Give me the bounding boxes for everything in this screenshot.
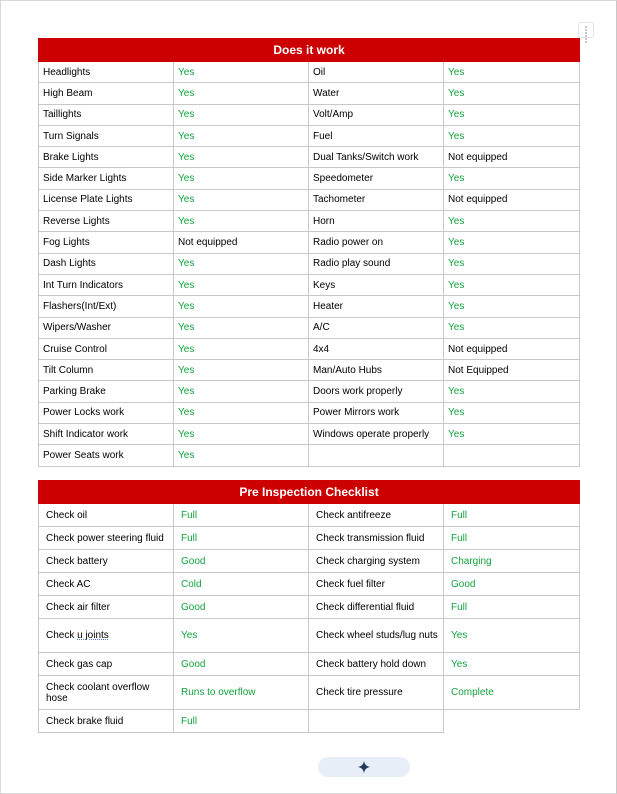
status-cell: Yes (174, 274, 309, 295)
item-label-cell: Check antifreeze (309, 504, 444, 527)
table-row (39, 360, 580, 381)
item-label-cell: Side Marker Lights (39, 168, 174, 189)
status-cell: Yes (174, 168, 309, 189)
pre-inspection-table (38, 480, 580, 733)
table-row (39, 274, 580, 295)
status-cell: Yes (174, 360, 309, 381)
item-label-cell: Headlights (39, 62, 174, 83)
status-cell: Full (174, 527, 309, 550)
status-cell: Yes (174, 445, 309, 466)
status-cell: Yes (174, 296, 309, 317)
status-cell (444, 710, 580, 733)
status-cell: Yes (444, 274, 580, 295)
item-label-cell: Dual Tanks/Switch work (309, 147, 444, 168)
item-label-cell: Radio power on (309, 232, 444, 253)
status-cell: Yes (444, 381, 580, 402)
status-cell: Yes (444, 168, 580, 189)
status-cell: Yes (444, 619, 580, 653)
table-row (39, 104, 580, 125)
table-row (39, 710, 580, 733)
item-label-cell: Check fuel filter (309, 573, 444, 596)
item-label-cell: Tachometer (309, 189, 444, 210)
item-label-cell: Man/Auto Hubs (309, 360, 444, 381)
item-label-cell: Shift Indicator work (39, 424, 174, 445)
status-cell: Good (174, 653, 309, 676)
item-label-cell: Fuel (309, 125, 444, 146)
status-cell: Yes (174, 211, 309, 232)
table-row (39, 619, 580, 653)
status-cell: Yes (444, 253, 580, 274)
item-label-cell: Volt/Amp (309, 104, 444, 125)
item-label-cell: Check tire pressure (309, 676, 444, 710)
table-row (39, 211, 580, 232)
table-row (39, 596, 580, 619)
item-label-cell: Check wheel studs/lug nuts (309, 619, 444, 653)
item-label-cell: Check battery hold down (309, 653, 444, 676)
table-row (39, 189, 580, 210)
item-label-cell: Oil (309, 62, 444, 83)
status-cell: Yes (174, 381, 309, 402)
status-cell: Yes (444, 125, 580, 146)
status-cell: Good (174, 550, 309, 573)
status-cell: Yes (174, 253, 309, 274)
status-cell: Yes (444, 62, 580, 83)
status-cell: Not Equipped (444, 360, 580, 381)
status-cell: Yes (444, 317, 580, 338)
item-label-cell: Heater (309, 296, 444, 317)
does-it-work-table (38, 38, 580, 467)
status-cell: Yes (174, 104, 309, 125)
status-cell: Yes (174, 125, 309, 146)
item-label-cell: Horn (309, 211, 444, 232)
status-cell: Not equipped (444, 147, 580, 168)
item-label-cell: 4x4 (309, 338, 444, 359)
status-cell: Yes (444, 653, 580, 676)
item-label-cell: Check brake fluid (39, 710, 174, 733)
status-cell: Yes (444, 296, 580, 317)
table-row (39, 296, 580, 317)
status-cell: Runs to overflow (174, 676, 309, 710)
item-label-cell: Radio play sound (309, 253, 444, 274)
sparkle-icon (357, 760, 371, 774)
status-cell: Yes (174, 62, 309, 83)
table-row (39, 253, 580, 274)
status-cell (444, 445, 580, 466)
table-row (39, 527, 580, 550)
item-label-cell: Check charging system (309, 550, 444, 573)
item-label-cell: Water (309, 83, 444, 104)
item-label-cell: License Plate Lights (39, 189, 174, 210)
status-cell: Yes (174, 619, 309, 653)
status-cell: Yes (174, 147, 309, 168)
status-cell: Good (444, 573, 580, 596)
item-label-cell: Brake Lights (39, 147, 174, 168)
item-label-cell: Check battery (39, 550, 174, 573)
item-label-cell: Fog Lights (39, 232, 174, 253)
item-label-cell (309, 445, 444, 466)
status-cell: Yes (174, 317, 309, 338)
item-label-cell (309, 710, 444, 733)
status-cell: Full (444, 596, 580, 619)
item-label-cell: Cruise Control (39, 338, 174, 359)
status-cell: Not equipped (444, 338, 580, 359)
drag-handle-icon[interactable] (578, 22, 594, 38)
table-row (39, 424, 580, 445)
item-label-cell: Wipers/Washer (39, 317, 174, 338)
table-row (39, 62, 580, 83)
table-row (39, 83, 580, 104)
status-cell: Cold (174, 573, 309, 596)
item-label-cell: Check transmission fluid (309, 527, 444, 550)
table-row (39, 338, 580, 359)
table-row (39, 381, 580, 402)
item-label-cell: Doors work properly (309, 381, 444, 402)
table-row (39, 232, 580, 253)
item-label-cell: Check u joints (39, 619, 174, 653)
status-cell: Good (174, 596, 309, 619)
table-row (39, 402, 580, 423)
does-it-work-title: Does it work (39, 39, 580, 62)
item-label-cell: Check air filter (39, 596, 174, 619)
table-row (39, 573, 580, 596)
status-cell: Not equipped (444, 189, 580, 210)
status-cell: Full (174, 710, 309, 733)
item-label-cell: Int Turn Indicators (39, 274, 174, 295)
item-label-cell: Check power steering fluid (39, 527, 174, 550)
item-label-cell: Keys (309, 274, 444, 295)
status-cell: Yes (174, 189, 309, 210)
status-cell: Full (444, 504, 580, 527)
status-cell: Yes (174, 83, 309, 104)
table-row (39, 445, 580, 466)
item-label-cell: Power Seats work (39, 445, 174, 466)
status-cell: Yes (444, 402, 580, 423)
item-label-cell: Turn Signals (39, 125, 174, 146)
status-cell: Yes (444, 83, 580, 104)
status-cell: Not equipped (174, 232, 309, 253)
item-label-cell: Dash Lights (39, 253, 174, 274)
table-row (39, 317, 580, 338)
item-label-cell: Flashers(Int/Ext) (39, 296, 174, 317)
table-row (39, 504, 580, 527)
item-label-cell: Reverse Lights (39, 211, 174, 232)
spellcheck-underline: u joints (77, 630, 109, 641)
table-row (39, 168, 580, 189)
status-cell: Complete (444, 676, 580, 710)
table-row (39, 125, 580, 146)
status-cell: Charging (444, 550, 580, 573)
item-label-cell: Parking Brake (39, 381, 174, 402)
table-row (39, 653, 580, 676)
status-cell: Full (444, 527, 580, 550)
status-cell: Yes (444, 104, 580, 125)
item-label-cell: Check AC (39, 573, 174, 596)
status-cell: Yes (174, 402, 309, 423)
item-label-cell: Power Locks work (39, 402, 174, 423)
status-cell: Yes (444, 211, 580, 232)
item-label-cell: High Beam (39, 83, 174, 104)
status-cell: Yes (444, 424, 580, 445)
pre-inspection-title: Pre Inspection Checklist (39, 481, 580, 504)
item-label-cell: Windows operate properly (309, 424, 444, 445)
status-cell: Full (174, 504, 309, 527)
status-cell: Yes (174, 424, 309, 445)
item-label-cell: Power Mirrors work (309, 402, 444, 423)
item-label-cell: Speedometer (309, 168, 444, 189)
item-label-cell: Check gas cap (39, 653, 174, 676)
assistant-button[interactable] (318, 757, 410, 777)
item-label-cell: A/C (309, 317, 444, 338)
item-label-cell: Check differential fluid (309, 596, 444, 619)
status-cell: Yes (444, 232, 580, 253)
item-label-cell: Check oil (39, 504, 174, 527)
item-label-cell: Tilt Column (39, 360, 174, 381)
item-label-cell: Check coolant overflow hose (39, 676, 174, 710)
table-row (39, 676, 580, 710)
table-row (39, 550, 580, 573)
item-label-cell: Taillights (39, 104, 174, 125)
table-row (39, 147, 580, 168)
status-cell: Yes (174, 338, 309, 359)
